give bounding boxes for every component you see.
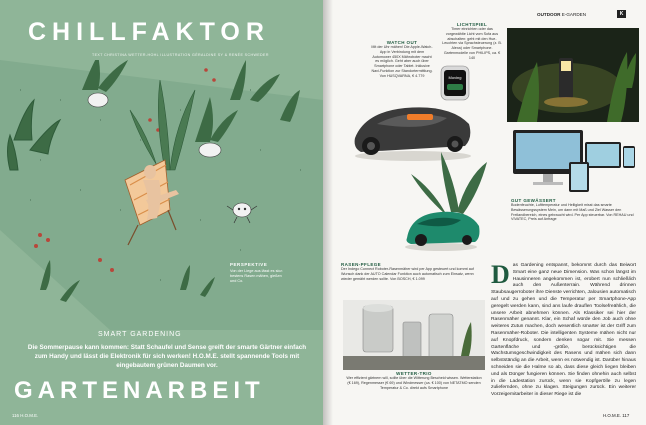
kicker: SMART GARDENING bbox=[98, 331, 182, 338]
watch-heading: WATCH OUT bbox=[386, 40, 418, 45]
section-name: E-GARDEN bbox=[561, 12, 587, 17]
lawn-caption bbox=[341, 262, 483, 281]
body-paragraph: as Gardening entspannt, bekommt durch das Beiwort Smart eine ganz neue Dimension. Was schon längst im Hausinneren angekommen ist, erobert nun schließlich auch den Außenterrain. Während drinnen Staubsaugerroboter ihre Dienste verrichten, Jalousien automatisch auf und zu gehen und die Temperatur per Smartphone-App geregelt werden kann, sind ans laufe drauflen Toolsefreählich, die unsere Arbeit abnehmen können. Als Klassiker sei hier der Rasenmäher genannt. Klar, ein Schaf würde den Job auch ohne weiteres Zutun machen, doch wesentlich smarter ist der Griff zum Rasenmäher-Roboter. Die intelligenten Systeme mähen nicht nur auf Knopfdruck, sondern denken sogar mit. Sie messen Gartenfläche und -größe, berücksichtigen die Wachstumsgeschwindigkeit des Rasens und mähen sich dann selbstständig an die Arbeit, wenn es notwendig ist. Darüber hinaus schneiden sie die Halme so ab, dass diese gleich liegen bleiben und als Dünger fungieren können. Sie finden ohnehin auch selbst in die Ladestation zurück, wenn sie Kopfgerölle zu legen zuliefernden, ohne zu klagen. Steigungen zurück. Ein weiterer Vorzeigemitarbeiter in dieser Riege ist die bbox=[491, 263, 636, 398]
section-label bbox=[537, 12, 586, 17]
body-text bbox=[491, 260, 636, 399]
watch-caption bbox=[371, 40, 433, 79]
weather-caption bbox=[345, 371, 483, 390]
section-prefix: OUTDOOR bbox=[537, 12, 561, 17]
page-title: CHILLFAKTOR bbox=[28, 18, 270, 46]
light-text: Timer einrichten oder das vorgewählte Licht vom Sofa aus abschalten: geht mit den Hue-Leuchten via Sprachsteuerung (z. B. Alexa) oder Smartphone. Gartenmodelle von PHILIPS, ca. € 140 bbox=[442, 27, 502, 60]
weather-text: Wer effizient gärtnern will, sollte über die Witterung Bescheid wissen. Wetterstation (€ 169), Regenmesser (€ 69) und Windmesser (ca. € 100) von NETATMO senden Temperatur & Co. direkt aufs Smartphone bbox=[346, 376, 482, 390]
watch-screen-text: Moving bbox=[448, 75, 462, 80]
feature-title: GARTENARBEIT bbox=[14, 377, 265, 404]
perspective-caption bbox=[230, 262, 288, 284]
weather-heading: WETTER-TRIO bbox=[396, 371, 432, 376]
weather-devices-image bbox=[343, 300, 485, 370]
light-caption bbox=[441, 22, 503, 61]
folio-right: H.O.M.E. 117 bbox=[603, 413, 630, 418]
lawn-heading: RASEN-PFLEGE bbox=[341, 262, 382, 267]
watering-caption bbox=[511, 198, 639, 222]
watering-devices-image bbox=[509, 124, 637, 196]
watering-heading: GUT GEWÄSSERT bbox=[511, 198, 556, 203]
perspective-heading: PERSPEKTIVE bbox=[230, 262, 268, 267]
lawn-text: Der Indego Connect Roboter-Rasenmäher wird per App gesteuert und kommt auf Wunsch dank der AUTO Calendar Funktion auch automatisch zum Einsatz, wenn wieder gemäht werden sollte. Von BOSCH, € 1.099 bbox=[341, 267, 474, 281]
right-page bbox=[323, 0, 646, 425]
smartwatch-image bbox=[435, 64, 475, 104]
garden-light-photo bbox=[507, 28, 639, 122]
section-badge: K bbox=[617, 10, 626, 18]
credit-line: TEXT CHRISTINA WETTER-HOHL ILLUSTRATION GÉRALDINE SY & RENÉE SCHWEDER bbox=[92, 53, 269, 57]
dropcap: D bbox=[491, 260, 510, 289]
gutter-shadow bbox=[323, 0, 333, 425]
watch-text: Mit der Uhr mähen! Die Apple-Watch-App in Verbindung mit dem Automower 450X Mähroboter macht es möglich. Geht aber auch über Smartphone oder Tablet. Inklusive Navi-Funktion zur Standortermittlung. Von HUSQVARNA, € 4.779 bbox=[371, 45, 433, 78]
garden-illustration bbox=[0, 60, 323, 330]
lead-paragraph: Die Sommerpause kann kommen: Statt Schaufel und Sense greift der smarte Gärtner einfach zum Handy und lässt die Elektronik für sich werken! H.O.M.E. stellt spannende Tools mit eingebautem grünen Daumen vor. bbox=[27, 344, 307, 369]
light-heading: LICHTSPIEL bbox=[456, 22, 488, 27]
bosch-mower-image bbox=[401, 152, 511, 252]
folio-left: 116 H.O.M.E. bbox=[12, 413, 39, 418]
perspective-text: Von der Liege aus lässt es sich bestens Rasen mähen, gießen und Co. bbox=[230, 269, 283, 283]
watering-text: Bodenfeuchte, Lufttemperatur und Helligkeit misst das smarte Bewässerungssystem Mein, um dann mit Maß und Ziel Wasser den Freilandbereich, eines gebraucht wird. Per App steuerbar. Von REHAU und VIVATEC, Preis auf Anfrage bbox=[511, 203, 634, 222]
